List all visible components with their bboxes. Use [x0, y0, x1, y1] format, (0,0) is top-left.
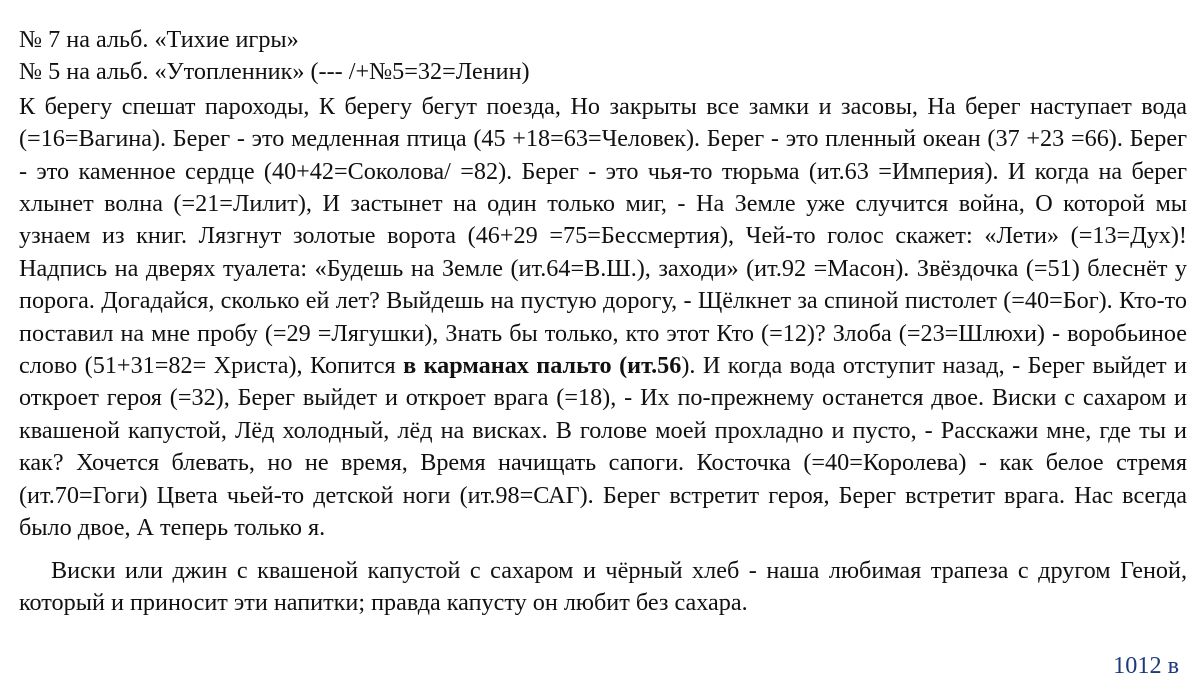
poem-text-part-2: ). И когда вода отступит назад, - Берег выйдет и откроет героя (=32), Берег выйдет и откроет врага (=18), - Их по-прежнему останется двое. Виски с сахаром и квашеной капустой, Лёд холодный, лёд на висках. В голове моей прохладно и пусто, - Расскажи мне, где ты и как? Хочется блевать, но не время, Время начищать сапоги. Косточка (=40=Королева) - как белое стремя (ит.70=Гоги) Цвета чьей-то детской ноги (ит.98=САГ). Берег встретит героя, Берег встретит врага. Нас всегда было двое, А теперь только я. [19, 352, 1187, 542]
album-heading-track-7: № 7 на альб. «Тихие игры» [19, 26, 299, 53]
album-heading-track-5: № 5 на альб. «Утопленник» (--- /+№5=32=Ленин) [19, 58, 530, 86]
poem-bold-phrase: в карманах пальто (ит.56 [403, 352, 682, 380]
poem-text-part-1: К берегу спешат пароходы, К берегу бегут поезда, Но закрыты все замки и засовы, На берег наступает вода (=16=Вагина). Берег - это медленная птица (45 +18=63=Человек). Берег - это пленный океан (37 +23 =66). Берег - это каменное сердце (40+42=Соколова/ =82). Берег - это чья-то тюрьма (ит.63 =Империя). И когда на берег хлынет волна (=21=Лилит), И застынет на один только миг, - На Земле уже случится война, О которой мы узнаем из книг. Лязгнут золотые ворота (46+29 =75=Бессмертия), Чей-то голос скажет: «Лети» (=13=Дух)! Надпись на дверях туалета: «Будешь на Земле (ит.64=В.Ш.), заходи» (ит.92 =Масон). Звёздочка (=51) блеснёт у порога. Догадайся, сколько ей лет? Выйдешь на пустую дорогу, - Щёлкнет за спиной пистолет (=40=Бог). Кто-то поставил на мне пробу (=29 =Лягушки), Знать бы только, кто этот Кто (=12)? Злоба (=23=Шлюхи) - воробьиное слово (51+31=82= Христа), Копится [19, 92, 1187, 380]
document-page [19, 24, 1187, 619]
page-number: 1012 в [1113, 652, 1179, 679]
commentary-paragraph: Виски или джин с квашеной капустой с сахаром и чёрный хлеб - наша любимая трапеза с другом Геной, который и приносит эти напитки; правда капусту он любит без сахара. [19, 556, 1187, 616]
poem-text [19, 91, 1187, 545]
